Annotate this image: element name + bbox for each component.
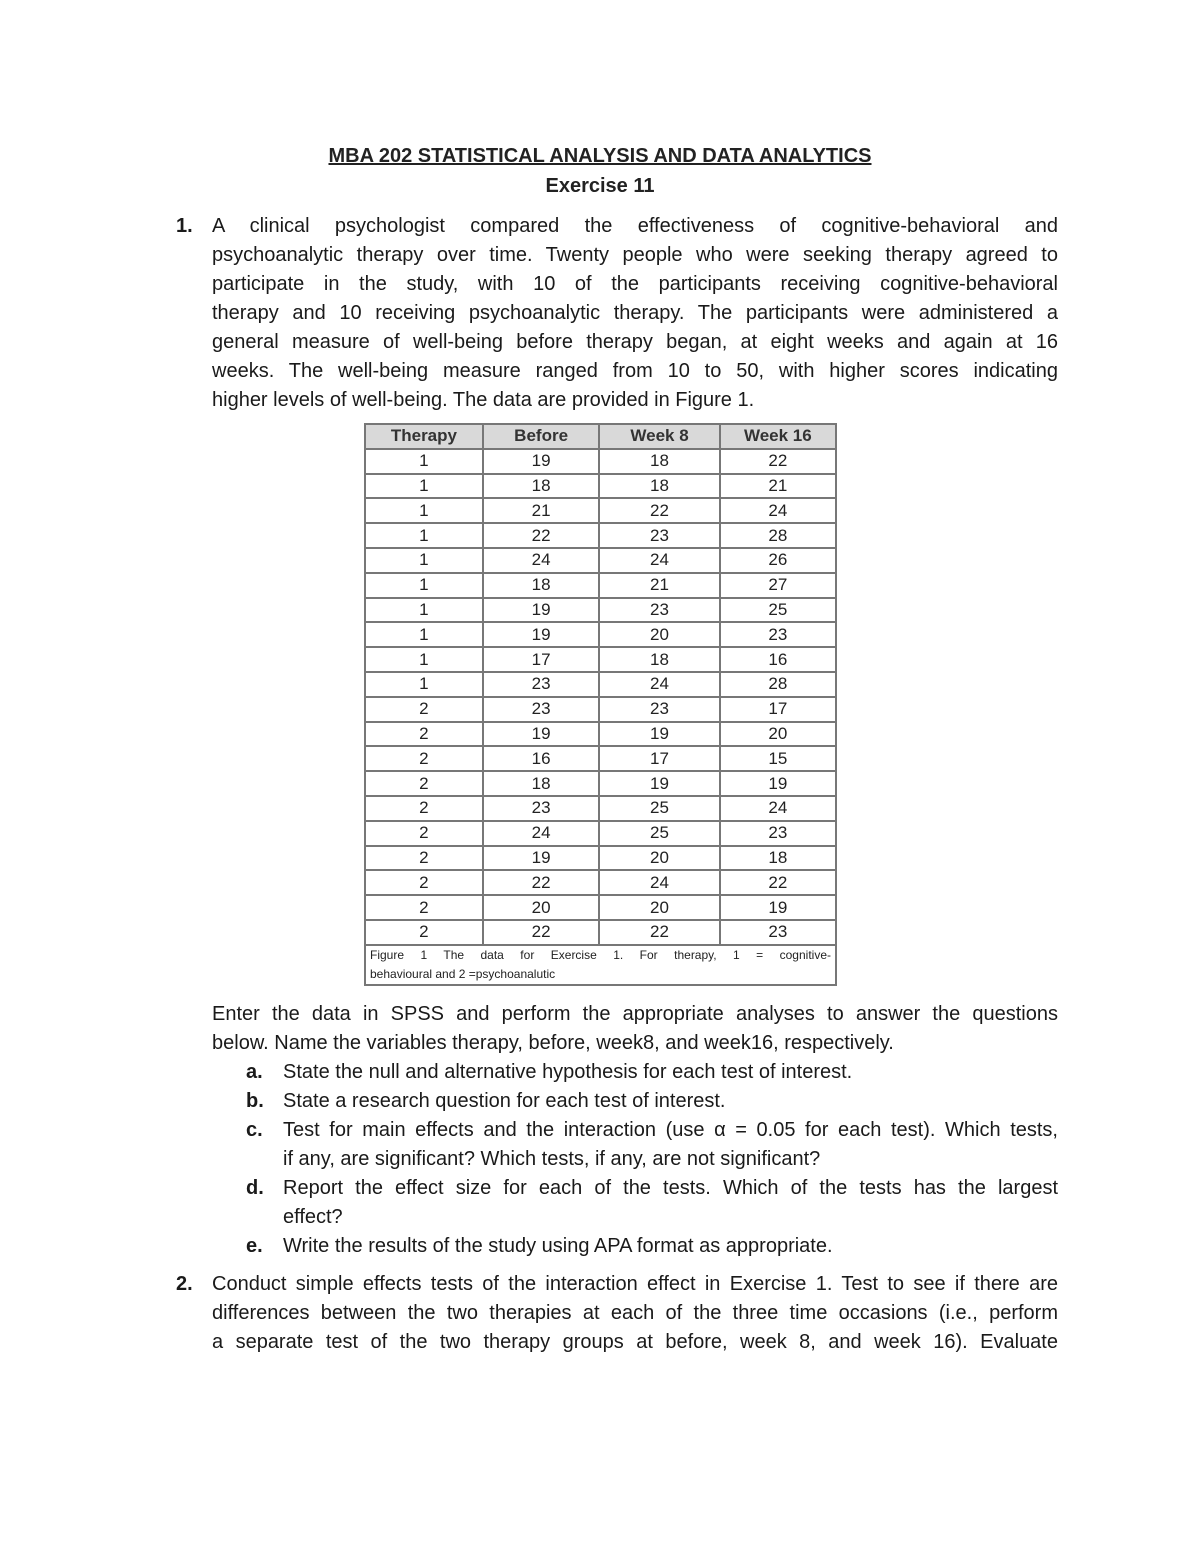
cell-before: 19 (483, 622, 600, 647)
table-row (365, 449, 836, 474)
subquestion-line: State a research question for each test of interest. (283, 1090, 726, 1112)
cell-week16: 23 (720, 821, 836, 846)
cell-therapy: 1 (365, 573, 483, 598)
cell-before: 16 (483, 746, 600, 771)
cell-week8: 20 (599, 622, 719, 647)
table-row (365, 870, 836, 895)
cell-therapy: 1 (365, 672, 483, 697)
exercise-subtitle: Exercise 11 (545, 175, 655, 197)
table-row (365, 796, 836, 821)
question-2-number: 2. (176, 1273, 193, 1295)
instructions-text (212, 1000, 1058, 1058)
cell-week8: 23 (599, 697, 719, 722)
table-row (365, 672, 836, 697)
cell-therapy: 1 (365, 647, 483, 672)
cell-week8: 21 (599, 573, 719, 598)
cell-week8: 19 (599, 722, 719, 747)
cell-therapy: 2 (365, 846, 483, 871)
subquestion-marker: b. (246, 1090, 264, 1112)
cell-week16: 25 (720, 598, 836, 623)
cell-week8: 22 (599, 920, 719, 945)
cell-before: 20 (483, 895, 600, 920)
cell-week16: 22 (720, 870, 836, 895)
cell-week16: 28 (720, 672, 836, 697)
table-row (365, 573, 836, 598)
question-1-line: weeks. The well-being measure ranged from 10 to 50, with higher scores indicating (212, 360, 1058, 382)
question-1-line: higher levels of well-being. The data are provided in Figure 1. (212, 389, 755, 411)
cell-week8: 24 (599, 548, 719, 573)
figure-caption-line: Figure 1 The data for Exercise 1. For therapy, 1 = cognitive- (370, 947, 831, 962)
cell-therapy: 2 (365, 870, 483, 895)
cell-week8: 18 (599, 647, 719, 672)
question-2-line: a separate test of the two therapy groups at before, week 8, and week 16). Evaluate (212, 1331, 1058, 1353)
table-row (365, 498, 836, 523)
cell-week16: 18 (720, 846, 836, 871)
cell-therapy: 1 (365, 622, 483, 647)
cell-week8: 18 (599, 474, 719, 499)
cell-before: 18 (483, 771, 600, 796)
subquestion-item (246, 1058, 1058, 1087)
subquestion-marker: a. (246, 1061, 263, 1083)
question-1-line: general measure of well-being before therapy began, at eight weeks and again at 16 (212, 331, 1058, 353)
table-row (365, 746, 836, 771)
cell-week16: 26 (720, 548, 836, 573)
cell-therapy: 2 (365, 920, 483, 945)
cell-therapy: 1 (365, 449, 483, 474)
table-row (365, 771, 836, 796)
header-week16: Week 16 (720, 424, 836, 449)
table-row (365, 895, 836, 920)
subquestion-item (246, 1087, 1058, 1116)
cell-week16: 28 (720, 523, 836, 548)
cell-week8: 25 (599, 796, 719, 821)
table-row (365, 523, 836, 548)
instructions-line: Enter the data in SPSS and perform the appropriate analyses to answer the questions (212, 1003, 1058, 1025)
cell-therapy: 1 (365, 523, 483, 548)
subquestion-line: effect? (283, 1206, 343, 1228)
subquestion-line: Test for main effects and the interaction (use α = 0.05 for each test). Which tests, (283, 1119, 1058, 1141)
subquestion-line: State the null and alternative hypothesis for each test of interest. (283, 1061, 853, 1083)
cell-week8: 22 (599, 498, 719, 523)
subquestion-line: if any, are significant? Which tests, if any, are not significant? (283, 1148, 821, 1170)
cell-before: 24 (483, 821, 600, 846)
subquestion-line: Write the results of the study using APA format as appropriate. (283, 1235, 833, 1257)
data-table (364, 423, 837, 986)
figure-caption-line: behavioural and 2 =psychoanalutic (370, 966, 556, 981)
cell-week16: 24 (720, 796, 836, 821)
question-1-line: A clinical psychologist compared the effectiveness of cognitive-behavioral and (212, 215, 1058, 237)
cell-therapy: 2 (365, 771, 483, 796)
question-2-line: Conduct simple effects tests of the interaction effect in Exercise 1. Test to see if there are (212, 1273, 1058, 1295)
cell-week8: 17 (599, 746, 719, 771)
cell-week16: 21 (720, 474, 836, 499)
cell-before: 17 (483, 647, 600, 672)
table-row (365, 598, 836, 623)
cell-week16: 15 (720, 746, 836, 771)
cell-before: 23 (483, 796, 600, 821)
question-1-line: psychoanalytic therapy over time. Twenty people who were seeking therapy agreed to (212, 244, 1058, 266)
cell-before: 19 (483, 722, 600, 747)
cell-week16: 23 (720, 622, 836, 647)
cell-before: 22 (483, 920, 600, 945)
cell-before: 23 (483, 672, 600, 697)
subquestion-marker: c. (246, 1119, 263, 1141)
cell-week8: 24 (599, 870, 719, 895)
header-week8: Week 8 (599, 424, 719, 449)
cell-before: 24 (483, 548, 600, 573)
table-row (365, 647, 836, 672)
cell-before: 22 (483, 523, 600, 548)
subquestion-item (246, 1232, 1058, 1261)
cell-before: 22 (483, 870, 600, 895)
instructions-line: below. Name the variables therapy, before, week8, and week16, respectively. (212, 1032, 894, 1054)
cell-therapy: 2 (365, 746, 483, 771)
cell-before: 18 (483, 474, 600, 499)
question-1-line: participate in the study, with 10 of the participants receiving cognitive-behavioral (212, 273, 1058, 295)
cell-week16: 20 (720, 722, 836, 747)
subquestion-list (246, 1058, 1058, 1261)
table-row (365, 920, 836, 945)
header-therapy: Therapy (365, 424, 483, 449)
question-1-number: 1. (176, 215, 193, 237)
cell-week8: 19 (599, 771, 719, 796)
table-row (365, 821, 836, 846)
cell-week16: 16 (720, 647, 836, 672)
cell-before: 23 (483, 697, 600, 722)
cell-week8: 20 (599, 846, 719, 871)
subquestion-marker: e. (246, 1235, 263, 1257)
table-row (365, 474, 836, 499)
cell-week8: 20 (599, 895, 719, 920)
figure-caption (365, 945, 836, 985)
cell-therapy: 2 (365, 796, 483, 821)
question-2-line: differences between the two therapies at each of the three time occasions (i.e., perform (212, 1302, 1058, 1324)
header-before: Before (483, 424, 600, 449)
question-1-text (212, 212, 1058, 415)
cell-therapy: 2 (365, 821, 483, 846)
cell-week16: 17 (720, 697, 836, 722)
question-2-text (212, 1270, 1058, 1357)
subquestion-item (246, 1116, 1058, 1174)
cell-therapy: 1 (365, 548, 483, 573)
table-row (365, 846, 836, 871)
cell-before: 19 (483, 846, 600, 871)
cell-therapy: 2 (365, 895, 483, 920)
cell-therapy: 2 (365, 722, 483, 747)
cell-week8: 23 (599, 598, 719, 623)
question-1-line: therapy and 10 receiving psychoanalytic therapy. The participants were administered a (212, 302, 1058, 324)
subquestion-marker: d. (246, 1177, 264, 1199)
page-title: MBA 202 STATISTICAL ANALYSIS AND DATA ANALYTICS (328, 145, 872, 167)
subquestion-line: Report the effect size for each of the tests. Which of the tests has the largest (283, 1177, 1058, 1199)
table-row (365, 722, 836, 747)
table-body (365, 449, 836, 945)
cell-week8: 24 (599, 672, 719, 697)
cell-week8: 25 (599, 821, 719, 846)
cell-week16: 27 (720, 573, 836, 598)
cell-therapy: 1 (365, 498, 483, 523)
table-row (365, 697, 836, 722)
cell-before: 19 (483, 598, 600, 623)
cell-before: 18 (483, 573, 600, 598)
table-row (365, 548, 836, 573)
cell-week16: 23 (720, 920, 836, 945)
cell-week16: 24 (720, 498, 836, 523)
subquestion-item (246, 1174, 1058, 1232)
cell-therapy: 1 (365, 474, 483, 499)
cell-before: 19 (483, 449, 600, 474)
table-row (365, 622, 836, 647)
cell-week16: 19 (720, 895, 836, 920)
cell-therapy: 1 (365, 598, 483, 623)
cell-week16: 22 (720, 449, 836, 474)
cell-therapy: 2 (365, 697, 483, 722)
cell-week8: 18 (599, 449, 719, 474)
cell-week8: 23 (599, 523, 719, 548)
table-header-row (365, 424, 836, 449)
cell-week16: 19 (720, 771, 836, 796)
cell-before: 21 (483, 498, 600, 523)
table-caption-row (365, 945, 836, 985)
